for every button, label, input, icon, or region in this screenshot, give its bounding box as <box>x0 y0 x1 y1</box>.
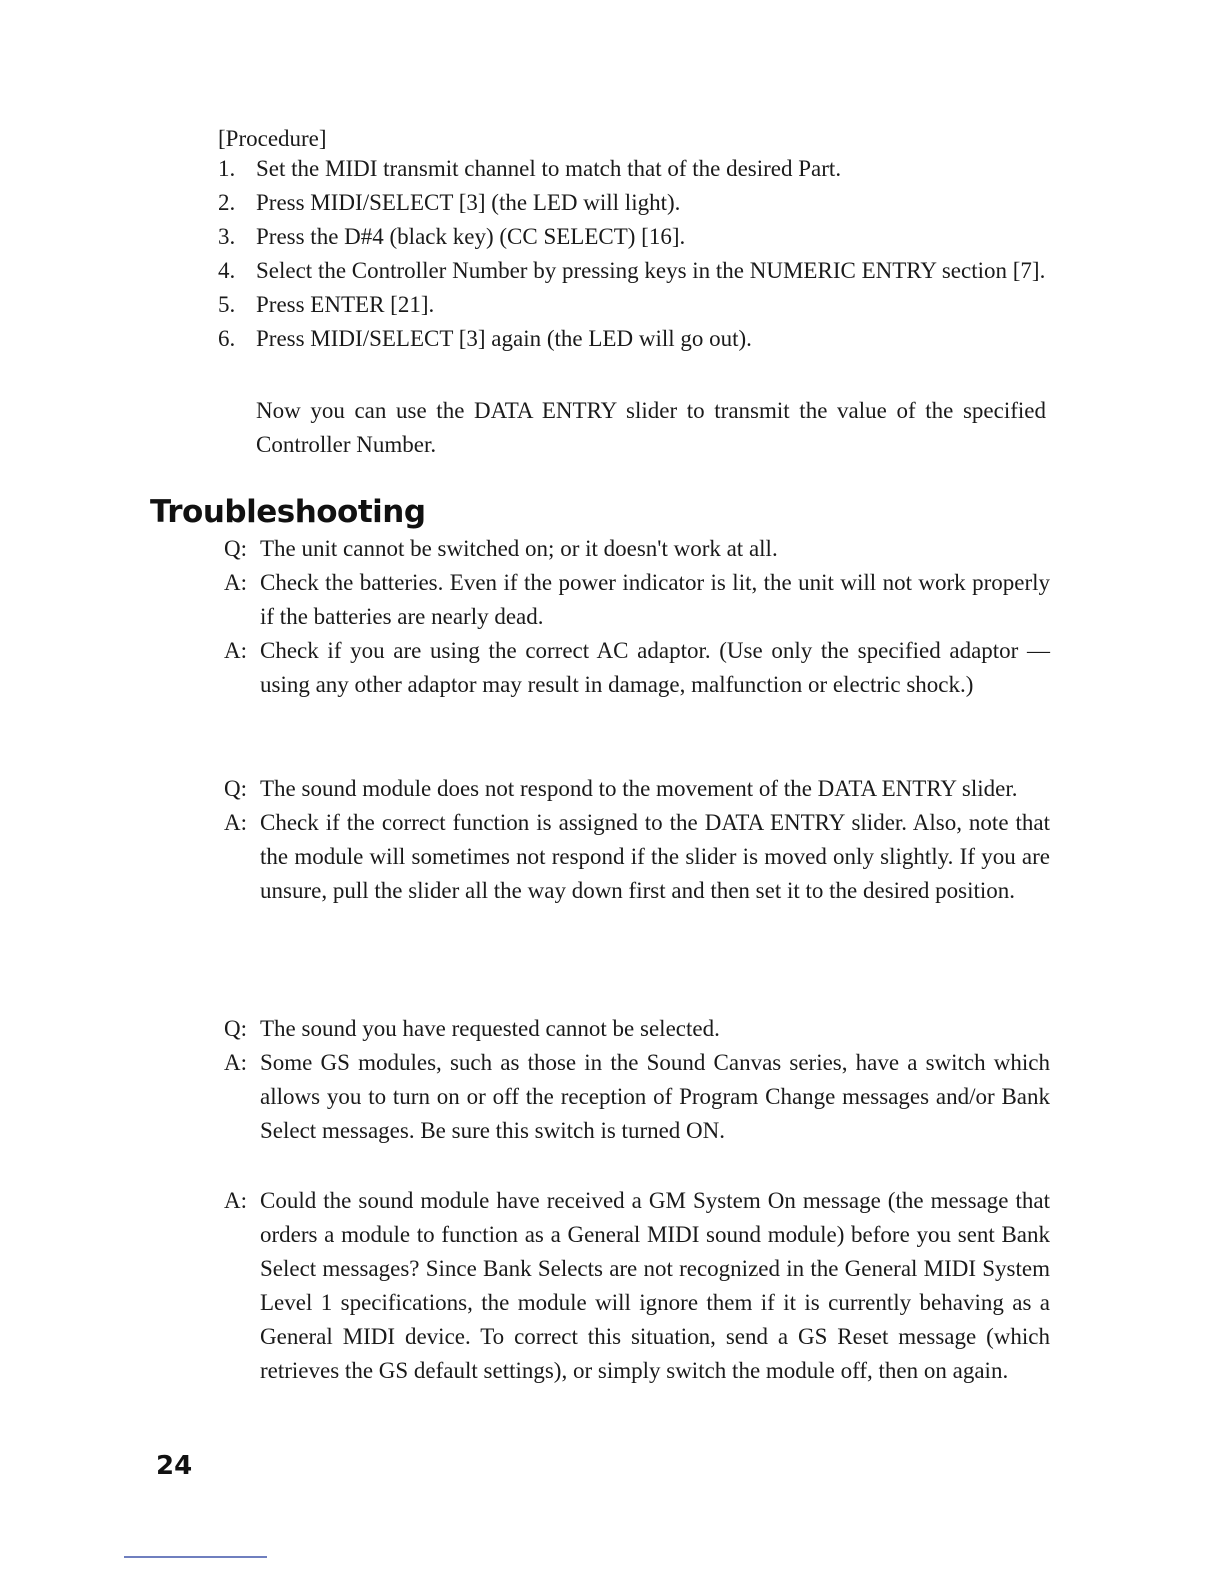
question <box>224 772 1050 806</box>
answer-tag: A: <box>224 638 247 663</box>
step-text: Set the MIDI transmit channel to match that of the desired Part. <box>256 156 842 181</box>
qa-group-sound-select <box>224 1012 1050 1148</box>
procedure-step <box>218 152 1048 186</box>
question-tag: Q: <box>224 536 247 561</box>
answer <box>224 1184 1050 1388</box>
answer-tag: A: <box>224 810 247 835</box>
step-text: Press ENTER [21]. <box>256 292 435 317</box>
step-text: Press MIDI/SELECT [3] (the LED will light). <box>256 190 681 215</box>
procedure-step <box>218 254 1048 288</box>
answer <box>224 566 1050 634</box>
step-number: 2. <box>218 190 236 215</box>
step-text: Press the D#4 (black key) (CC SELECT) [16]. <box>256 224 686 249</box>
answer-tag: A: <box>224 1050 247 1075</box>
question-tag: Q: <box>224 776 247 801</box>
answer-text: Check if the correct function is assigned to the DATA ENTRY slider. Also, note that the module will sometimes not respond if the slider is moved only slightly. If you are unsure, pull the slider all the way down first and then set it to the desired position. <box>260 810 1050 903</box>
question <box>224 1012 1050 1046</box>
answer-text: Some GS modules, such as those in the Sound Canvas series, have a switch which allows you to turn on or off the reception of Program Change messages and/or Bank Select messages. Be sure this switch is turned ON. <box>260 1050 1050 1143</box>
procedure-note: Now you can use the DATA ENTRY slider to transmit the value of the specified Controller Number. <box>256 398 1046 457</box>
qa-group-power <box>224 532 1050 702</box>
answer-text: Check the batteries. Even if the power indicator is lit, the unit will not work properly if the batteries are nearly dead. <box>260 570 1050 629</box>
question-text: The unit cannot be switched on; or it doesn't work at all. <box>260 536 778 561</box>
section-heading: Troubleshooting <box>150 494 426 530</box>
step-number: 1. <box>218 156 236 181</box>
answer <box>224 1046 1050 1148</box>
procedure-step <box>218 322 1048 356</box>
page-number: 24 <box>156 1451 193 1481</box>
answer-text: Could the sound module have received a GM System On message (the message that orders a module to function as a General MIDI sound module) before you sent Bank Select messages? Since Bank Selects are not recognized in the General MIDI System Level 1 specifications, the module will ignore them if it is currently behaving as a General MIDI device. To correct this situation, send a GS Reset message (which retrieves the GS default settings), or simply switch the module off, then on again. <box>260 1188 1050 1383</box>
bottom-rule <box>124 1556 267 1558</box>
step-number: 4. <box>218 258 236 283</box>
answer-tag: A: <box>224 570 247 595</box>
procedure-step <box>218 220 1048 254</box>
question-text: The sound module does not respond to the movement of the DATA ENTRY slider. <box>260 776 1018 801</box>
answer <box>224 634 1050 702</box>
question-tag: Q: <box>224 1016 247 1041</box>
step-number: 6. <box>218 326 236 351</box>
answer-tag: A: <box>224 1188 247 1213</box>
procedure-step <box>218 186 1048 220</box>
answer <box>224 806 1050 908</box>
answer-text: Check if you are using the correct AC adaptor. (Use only the specified adaptor — using any other adaptor may result in damage, malfunction or electric shock.) <box>260 638 1050 697</box>
step-text: Press MIDI/SELECT [3] again (the LED will go out). <box>256 326 752 351</box>
step-text: Select the Controller Number by pressing keys in the NUMERIC ENTRY section [7]. <box>256 258 1046 283</box>
procedure-steps <box>218 152 1048 356</box>
procedure-step <box>218 288 1048 322</box>
qa-group-data-entry <box>224 772 1050 908</box>
step-number: 5. <box>218 292 236 317</box>
qa-group-gm-system <box>224 1184 1050 1388</box>
step-number: 3. <box>218 224 236 249</box>
question <box>224 532 1050 566</box>
procedure-label: [Procedure] <box>218 126 327 151</box>
question-text: The sound you have requested cannot be selected. <box>260 1016 720 1041</box>
